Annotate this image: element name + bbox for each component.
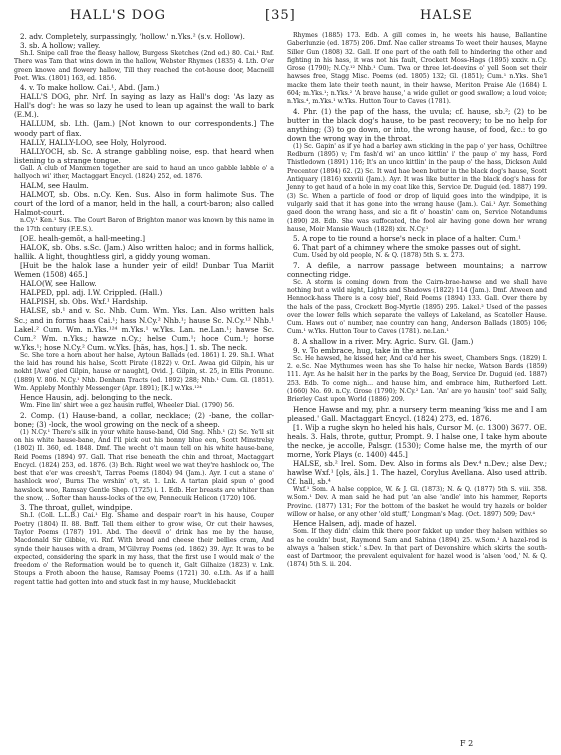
right-column [287, 32, 547, 570]
quotation-paragraph: Som. If they didn' claim thik there poor fakket up under they halsen withies so as he couldn' bust, Raymond Sam and Sabina (1894) 25. w.Som.¹ A hazel-rod is always a 'halsen stick.' s.Dev. In that part of Devonshire which skirts the south-east of Dartmoor, the prevalent equivalent for hazel wood is 'alsen 'ood,' N. & Q. (1874) 5th S. ii. 204. [287, 528, 547, 569]
quotation-paragraph: Sh.I. Snipe call frae the fleasy hallow, Burgess Sketches (2nd ed.) 80. Cai.¹ Rnf. There was Tam that wins down in the hallow, Webster Rhymes (1835) 4. Lth. O'er green knowe and flowery hallow, Till they reached the cot-house door, Macneill Poet. Wks. (1801) 163, ed. 1856. [14, 50, 274, 82]
entry-paragraph: HALLY, HALLY-LOO, see Holy, Holyrood. [20, 137, 167, 147]
quotation-paragraph: Sc. A storm is coming down from the Cairn-brae-hawse and we shall have nothing but a wild night, Lights and Shadows (1822) 114 (Jam.). Dmf. Atween and Hennock-hass There is a cosy biel', Reid Poems (1894) 133. Gall. Over there by the hals of the pass, Crockett Bog-Myrtle (1895) 295. Lakel.² Used of the passes over the lower fells which separate the valleys of Lakeland, as Scatoller Hause. Cum. Haws out o' number, nae country can hang, Anderson Ballads (1805) 106; Cum.¹ w.Yks. Hutton Tour to Caves (1781). ne.Lan.¹ [287, 278, 547, 336]
quotation-paragraph: n.Cy.¹ Ken.¹ Sus. The Court Baron of Brighton manor was known by this name in the 17th century (F.E.S.). [14, 217, 274, 233]
entry-paragraph: [OE. healh-gemōt, a hall-meeting.] [20, 234, 146, 244]
entry-paragraph: HALPED, ppl. adj. I.W. Crippled. (Hall.) [20, 288, 163, 298]
left-column [14, 32, 274, 587]
quotation-paragraph: Sh.I. (Coll. L.L.B.) Cai.¹ Elg. Shame and despair roar't in his hause, Couper Poetry (1804) II. 88. Bnff. Tell them either to grow wise, Or cut their hawses, Taylor Poems (1787) 191. Abd. The deevil o' drink has me by the hause, Macdonald Sir Gibbie, vi. Rnf. With bread and cheese their bellies cram, And synde their hauses with a dram, M'Gilvray Poems (ed. 1862) 39. Ayr. It was to be expected, considering the spark in my hass, that the first use I would mak o' the freedom o' the Reformation would be to quench it, Galt Gilhaize (1823) v. Lnk. Stoups a Froth aboon the hause, Ramsay Poems (1721) 30. e.Lth. As if a haill regent tattie had gotten into and stuck fast in my hause, Mucklebackit [14, 512, 274, 586]
quotation-paragraph: Rhymes (1885) 173. Edb. A gill comes in, he weets his hause, Ballantine Gaberlunzie (ed. 1875) 206. Dmf. Nae caller streams To weet their hauses, Mayne Siller Gun (1808) 32. Gall. If one part of the oath fell to hindering the other and fighting in his hass, it was not his fault, Crockett Moss-Hags (1895) xxxiv. n.Cy. Grose (1790); N.Cy.¹² Nhb.¹ Cum. Twa or three let-deevins o' yell Soon set their hawses free, Stagg Misc. Poems (ed. 1805) 132; Gl. (1851); Cum.¹ n.Yks. She'l macke them late their teeth naunt, in their hawse, Meriton Praise Ale (1684) I. 604; m.Yks.¹; n.Yks.² 'A brave hause,' a wide gullet or good swallow; a loud voice; n.Yks.⁴, m.Yks.¹ w.Yks. Hutton Tour to Caves (1781). [287, 32, 547, 106]
entry-paragraph: HALL'S DOG, phr. Nrf. In saying as lazy as Hall's dog: 'As lazy as Hall's dog': he was so lazy he used to lean up against the wall to bark (E.M.). [14, 92, 274, 120]
quotation-paragraph: Sc. He hawsed, he kissed her, And ca'd her his sweet, Chambers Sngs. (1829) I. 2. e.Sc. Nae Mythumes ween has she To halse hir necke, Watson Bards (1859) 111. Ayr. As he halsit her in the parks by the Boag, Service Dr. Duguid (ed. 1887) 253. Edb. To come nigh... and hause him, and embrace him, Rutherford Lett. (1660) No. 69. n.Cy. Grose (1790); N.Cy.² Lan. 'An' are yo hausin' too!' said Sally, Brierley Cast upon World (1886) 209. [287, 354, 547, 404]
page-number: [35] [265, 8, 296, 23]
header-left-catchword: HALL'S DOG [70, 8, 167, 23]
entry-paragraph: 2. Comp. (1) Hause-band, a collar, necklace; (2) -bane, the collar-bone; (3) -lock, the wool growing on the neck of a sheep. [14, 410, 274, 429]
entry-paragraph: 4. Phr. (1) the pap of the hass, the uvula; cf. hause, sb.²; (2) to be butter in the black dog's hause, to be past recovery; to be no help for anything; (3) to go down, or into, the wrong hause, of food, &c.: to go down the wrong way in the throat. [287, 106, 547, 143]
quotation-paragraph: Wxf.¹ Som. A halse coppice, W. & J. Gl. (1873); N. & Q. (1877) 5th S. viii. 358. w.Som.¹ Dev. A man said he had put 'an alse 'andle' into his hammer, Reports Provinc. (1877) 131; For the bottom of the basket he would try hazels or bolder willow or halse, or any other 'old stuff,' Longman's Mag. (Oct. 1897) 509; Dev.⁴ [287, 485, 547, 518]
entry-paragraph: Hence Halsen, adj. made of hazel. [293, 519, 417, 529]
entry-paragraph: 7. A defile, a narrow passage between mountains; a narrow connecting ridge. [287, 260, 547, 279]
entry-paragraph: Hence Hausin, adj. belonging to the neck. [20, 393, 173, 403]
quotation-paragraph: Wm. Fine lin' shirt wee a gez hausin ruffel, Wheeler Dial. (1790) 56. [20, 402, 235, 410]
entry-paragraph: HALLUM, sb. Lth. (Jam.) [Not known to our correspondents.] The woody part of flax. [14, 119, 274, 138]
entry-paragraph: HALMOT, sb. Obs. n.Cy. Ken. Sus. Also in form halimote Sus. The court of the lord of a manor, held in the hall, a court-baron; also called Halmot-court. [14, 190, 274, 218]
header-right-catchword: HALSE [420, 8, 473, 23]
entry-paragraph: 8. A shallow in a river. Mry. Agric. Surv. Gl. (Jam.) [293, 336, 474, 346]
signature-mark: F 2 [460, 739, 474, 748]
entry-paragraph: HALLYOCH, sb. Sc. A strange gabbling noise, esp. that heard when listening to a strange tongue. [14, 146, 274, 165]
quotation-paragraph: Sc. She tore a horn about her halse, Aytoun Ballads (ed. 1861) I. 29. Sh.I. What the laid has round his halse, Scott Pirate (1822) v. Or.I. Awaa gid Gilpin, his ur nokht [Awa' gied Gilpin, hause or naught], Ovid. J. Gilpin, st. 25, in Ellis Pronunc. (1889) V. 806. N.Cy.¹ Nhb. Denham Tracts (ed. 1892) 288; Nhb.¹ Cum. Gl. (1851). Wm. Appleby Monthly Messenger (Apr. 1891); [K.] w.Yks.¹²⁴ [14, 351, 274, 392]
entry-paragraph: [Huit be the halok lase a hunder yeir of eild! Dunbar Tua Mariit Wemen (1508) 465.] [14, 261, 274, 280]
quotation-paragraph: Gall. A club of Manxmen together are said to haud an unco gabble labble o' a hallyoch wi' ither, Mactaggart Encycl. (1824) 252, ed. 1876. [14, 164, 274, 180]
quotation-paragraph: (1) Sc. Gapin' as if ye had a barley awn sticking in the pap o' yer hass, Ochiltree Redburn (1895) v; I'm fash'd wi' an unco kittlin' i' the paup o' my hass, Ford Thistledown (1891) 116; It's an unco kittlin' in the paup o' the hass, Dickson Auld Precentor (1894) 62. (2) Sc. It wad hae been butter in the black dog's hause, Scott Antiquary (1816) xxxviii (Jam.). Ayr. It was like butter in the black dog's hass for Jenny to get haud of a hole in my coat like this, Service Dr. Duguid (ed. 1887) 199. (3) Sc. When a particle of food or drop of liquid goes into the windpipe, it is vulgarly said that it has gone into the wrang hause (Jam.). Cai.¹ Ayr. Something gaed doon the wrang hass, and sic a fit o' hoastin' cam on, Service Notandums (1890) 28. Edb. She was suffocated, the fool air having gone down her wrang hause, Moir Mansie Wauch (1828) xix. N.Cy.¹ [287, 142, 547, 233]
entry-paragraph: 3. sb. A hollow; valley. [20, 41, 101, 51]
entry-paragraph: 5. A rope to tie round a horse's neck in place of a halter. Cum.¹ [293, 234, 522, 244]
entry-paragraph: 6. That part of a chimney where the smoke passes out of sight. [293, 243, 521, 253]
entry-paragraph: Hence Hawse and my, phr. a nursery term meaning 'kiss me and I am pleased.' Gall. Mactaggart Encycl. (1824) 273, ed. 1876. [287, 404, 547, 423]
entry-paragraph: 4. v. To make hollow. Cai.¹, Abd. (Jam.) [20, 83, 160, 93]
entry-paragraph: HALM, see Haulm. [20, 181, 89, 191]
entry-paragraph: HALPISH, sb. Obs. Wxf.¹ Hardship. [20, 297, 148, 307]
entry-paragraph: 2. adv. Completely, surpassingly, 'hollow.' n.Yks.² (s.v. Hollow). [20, 32, 245, 41]
entry-paragraph: 9. v. To embrace, hug, take in the arms. [293, 345, 437, 355]
entry-paragraph: HALO(W, see Hallow. [20, 279, 97, 289]
entry-paragraph: HALOK, sb. Obs. s.Sc. (Jam.) Also written haloc; and in forms hallick, hallik. A light, thoughtless girl, a giddy young woman. [14, 243, 274, 262]
running-header [0, 6, 561, 28]
entry-paragraph: HALSE, sb.¹ and v. Sc. Nhb. Cum. Wm. Yks. Lan. Also written hals Sc.; and in forms haas Cai.¹; hass N.Cy.² Nhb.¹; hause Sc. N.Cy.¹² Nhb.¹ Lakel.² Cum. Wm. n.Yks.¹²⁴ m.Yks.¹ w.Yks. Lan. ne.Lan.¹; hawse Sc. Cum.² Wm. n.Yks.; hawze n.Cy.; helse Cum.¹; hoce Cum.¹; horse w.Yks.¹; hose N.Cy.² Cum. w.Yks. [hās, has, hǫs.] 1. sb. The neck. [14, 306, 274, 352]
entry-paragraph: 3. The throat, gullet, windpipe. [20, 503, 133, 513]
quotation-paragraph: (1) N.Cy.¹ There's silk in your white hause-band, Old Sng. Nhb.¹ (2) Sc. Ye'll sit on his white hause-bane, And I'll pick out his bonny blue een, Scott Minstrelsy (1802) II. 360, ed. 1848. Dmf. The wecht o't maun tell on his white hause-bane, Reid Poems (1894) 97. Gall. That rise beneath the chin and throat, Mactaggart Encycl. (1824) 253, ed. 1876. (3) Bch. Right weel we wat they're hashlock oo, The best that e'er was creesh't, Tarras Poems (1804) 94 (Jam.). Ayr. I cut a stane o' hashlock woo', Burns The wrshin' o't, st. 1. Lnk. A tartan plaid spun o' good hawslock woo, Ramsay Gentle Shep. (1725) i. 1. Edb. Her breasts are whiter than the snow, .. Softer than hauss-locks of the ew, Pennecuik Helicon (1720) 106. [14, 428, 274, 502]
quotation-paragraph: Cum. Used by old people, N. & Q. (1878) 5th S. x. 273. [293, 252, 465, 260]
entry-paragraph: HALSE, sb.² Irel. Som. Dev. Also in forms als Dev.⁴ n.Dev.; alse Dev.; hawlse Wxf.¹ [ǫls, āls.] 1. The hazel, Corylus Avellana. Also used attrib. Cf. hall, sb.⁴ [287, 458, 547, 486]
entry-paragraph: [1. Wiþ a rughe skyn ho heled his hals, Cursor M. (c. 1300) 3677. OE. heals. 3. Hals, throte, guttur, Prompt. 9. I halse one, I take hym aboute the necke, je accolle, Palsgr. (1530); Come halse me, the myrth of our morne, York Plays (c. 1400) 445.] [287, 422, 547, 459]
